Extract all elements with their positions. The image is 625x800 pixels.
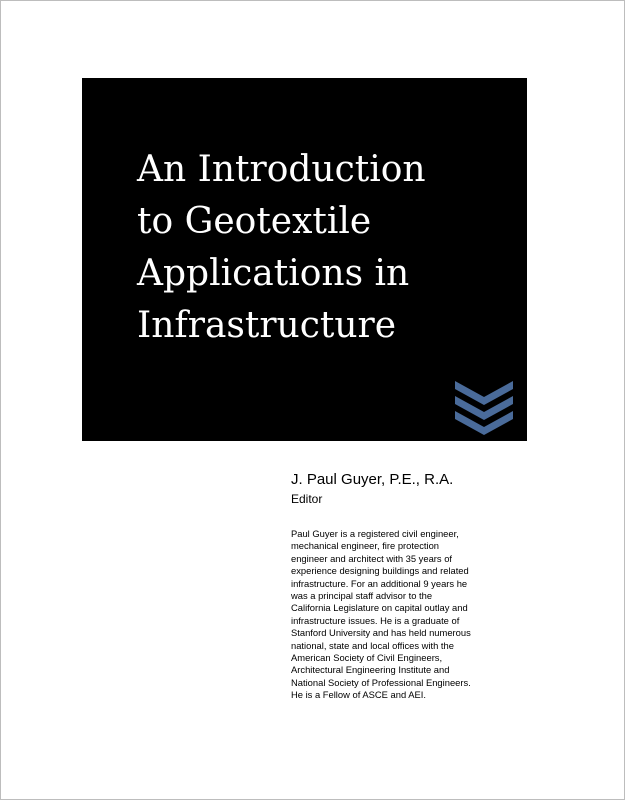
- bio-line: engineer and architect with 35 years of: [291, 552, 453, 564]
- title-panel: [82, 78, 527, 441]
- bio-line: national, state and local offices with the: [291, 639, 454, 651]
- bio-line: Architectural Engineering Institute and: [291, 664, 450, 676]
- bio-line: American Society of Civil Engineers,: [291, 652, 443, 664]
- bio-line: National Society of Professional Engineers.: [291, 676, 471, 688]
- bio-line: infrastructure issues. He is a graduate of: [291, 614, 460, 626]
- bio-line: mechanical engineer, fire protection: [291, 540, 440, 552]
- bio-line: was a principal staff advisor to the: [291, 590, 433, 602]
- bio-line: infrastructure. For an additional 9 years he: [291, 577, 468, 589]
- bio-line: Stanford University and has held numerous: [291, 627, 471, 639]
- book-title-line: Applications in: [137, 253, 410, 294]
- book-title-line: An Introduction: [137, 149, 426, 190]
- book-title: [137, 144, 517, 352]
- bio-line: experience designing buildings and related: [291, 565, 469, 577]
- bio-line: He is a Fellow of ASCE and AEI.: [291, 689, 426, 701]
- book-title-line: to Geotextile: [137, 201, 372, 242]
- triple-chevron-down-icon: [453, 378, 515, 438]
- bio-line: Paul Guyer is a registered civil engineer,: [291, 528, 459, 539]
- author-role: Editor: [291, 492, 323, 506]
- author-bio: [291, 528, 523, 702]
- author-block: [291, 471, 531, 702]
- author-name: J. Paul Guyer, P.E., R.A.: [291, 471, 454, 488]
- book-title-line: Infrastructure: [137, 305, 397, 346]
- bio-line: California Legislature on capital outlay and: [291, 602, 468, 614]
